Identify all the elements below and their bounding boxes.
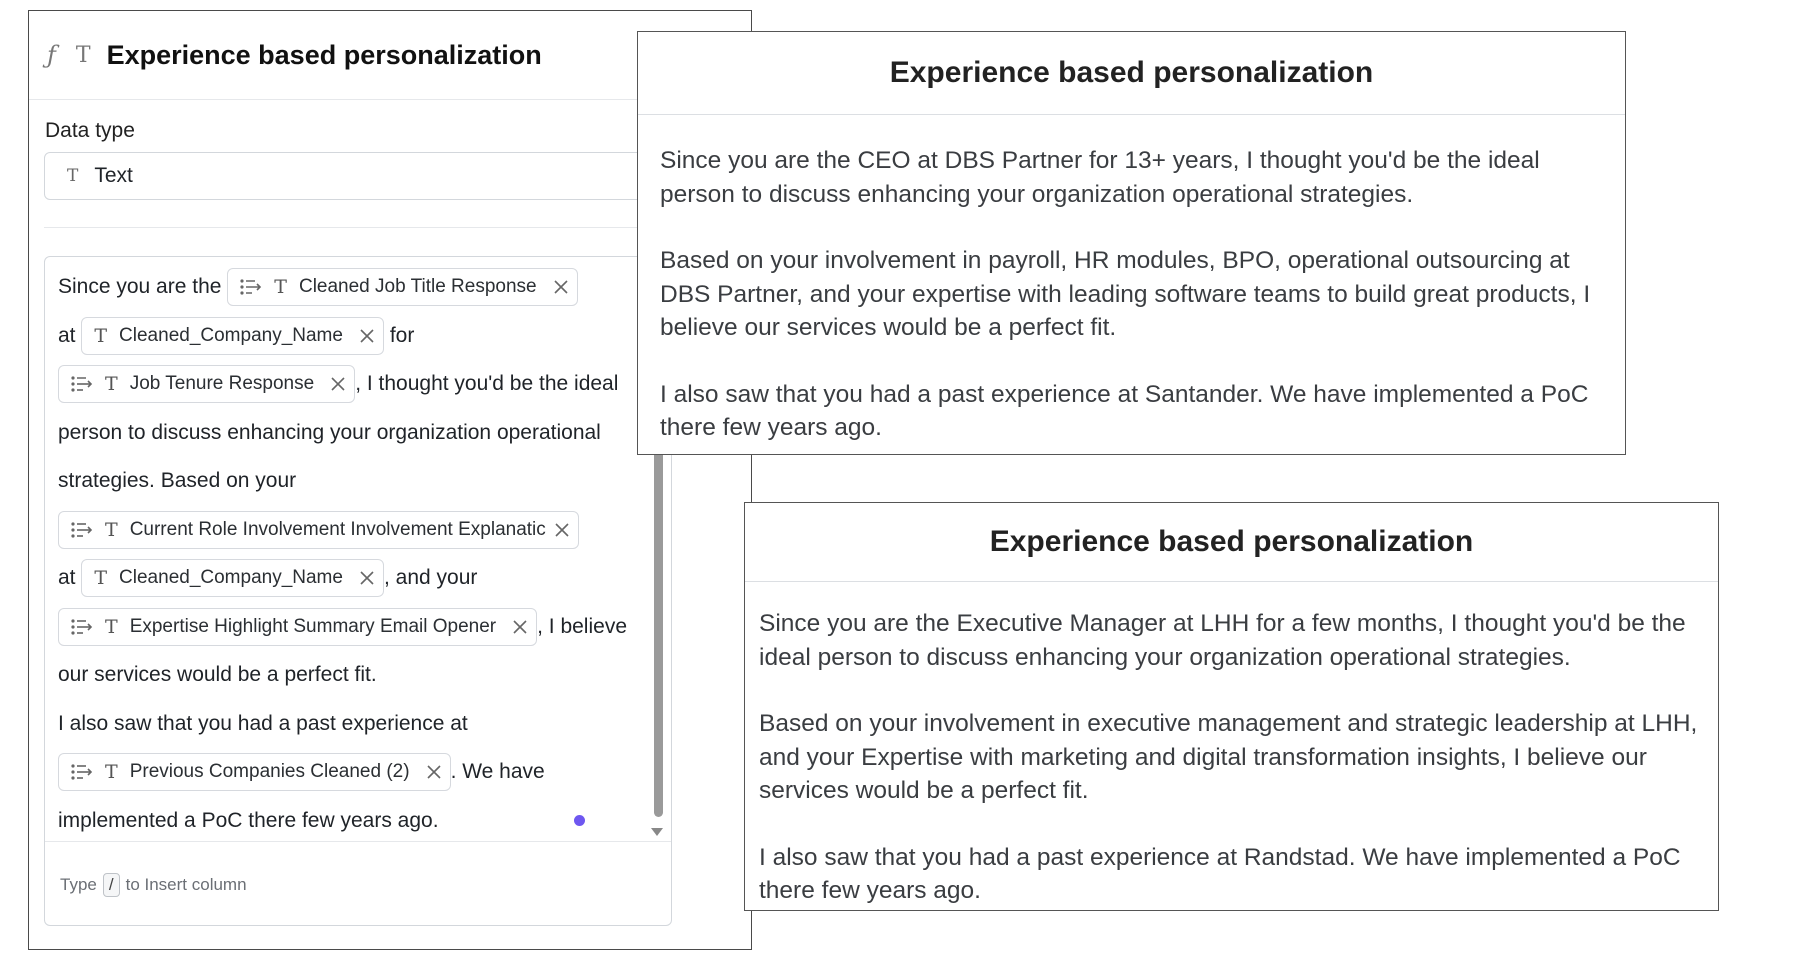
close-icon[interactable] bbox=[359, 570, 375, 586]
preview-body bbox=[759, 607, 1708, 941]
data-type-label: Data type bbox=[45, 119, 135, 142]
hint-suffix: to Insert column bbox=[125, 875, 247, 894]
list-arrow-icon bbox=[71, 763, 95, 781]
text-type-icon: T bbox=[105, 615, 118, 638]
editor-footer-hint bbox=[45, 841, 672, 926]
preview-paragraph: I also saw that you had a past experience at Randstad. We have implemented a PoC there few years ago. bbox=[759, 843, 1681, 904]
preview-paragraph: I also saw that you had a past experience at Santander. We have implemented a PoC there few years ago. bbox=[660, 380, 1589, 441]
column-chip[interactable] bbox=[227, 268, 577, 306]
chip-label: Cleaned_Company_Name bbox=[119, 324, 343, 346]
text-type-icon: T bbox=[274, 276, 287, 299]
formula-icon: ƒ bbox=[47, 41, 56, 69]
preview-paragraph: Based on your involvement in payroll, HR modules, BPO, operational outsourcing at DBS Partner, and your expertise with leading software teams to build great products, I believe our services would be a perfect fit. bbox=[660, 247, 1591, 341]
template-text: at bbox=[58, 566, 76, 589]
scrollbar-thumb[interactable] bbox=[654, 447, 663, 817]
template-text: for bbox=[389, 323, 415, 347]
template-text: . We have implemented a PoC there few years ago. bbox=[58, 760, 545, 832]
list-arrow-icon bbox=[71, 375, 95, 393]
preview-card-2 bbox=[744, 502, 1719, 911]
column-chip[interactable] bbox=[58, 511, 579, 549]
list-arrow-icon bbox=[71, 521, 95, 539]
list-arrow-icon bbox=[240, 278, 264, 296]
list-arrow-icon bbox=[71, 618, 95, 636]
text-type-icon: T bbox=[94, 324, 108, 347]
text-type-icon: T bbox=[75, 42, 91, 68]
preview-title: Experience based personalization bbox=[638, 32, 1625, 115]
column-chip[interactable] bbox=[58, 608, 537, 646]
close-icon[interactable] bbox=[426, 764, 442, 780]
close-icon[interactable] bbox=[359, 328, 375, 344]
slash-key: / bbox=[103, 873, 120, 897]
preview-paragraph: Since you are the CEO at DBS Partner for 13+ years, I thought you'd be the ideal person to discuss enhancing your organization operational strategies. bbox=[660, 147, 1540, 208]
close-icon[interactable] bbox=[512, 619, 528, 635]
template-text: Since you are the bbox=[58, 275, 222, 298]
template-text: , and your bbox=[383, 566, 478, 589]
text-type-icon: T bbox=[67, 166, 79, 186]
template-text: I also saw that you had a past experience at bbox=[58, 711, 468, 735]
close-icon[interactable] bbox=[330, 376, 346, 392]
preview-title: Experience based personalization bbox=[745, 503, 1718, 582]
chip-label: Cleaned_Company_Name bbox=[119, 567, 343, 589]
column-chip[interactable] bbox=[81, 559, 384, 597]
preview-card-1 bbox=[637, 31, 1626, 455]
chevron-down-icon[interactable] bbox=[650, 827, 664, 837]
column-chip[interactable] bbox=[58, 753, 451, 791]
hint-prefix: Type bbox=[60, 875, 97, 894]
text-type-icon: T bbox=[105, 761, 118, 784]
template-text-editor[interactable] bbox=[44, 256, 672, 926]
divider bbox=[44, 227, 724, 228]
template-text: at bbox=[58, 323, 76, 347]
editor-title: Experience based personalization bbox=[106, 39, 542, 70]
data-type-select[interactable] bbox=[44, 152, 724, 200]
preview-body bbox=[660, 144, 1615, 478]
template-text: , I believe our services would be a perfect fit. bbox=[58, 614, 627, 686]
template-text: , I thought you'd be the ideal person to discuss enhancing your organization operational strategies. Based on your bbox=[58, 372, 619, 492]
column-chip[interactable] bbox=[58, 365, 355, 403]
template-content[interactable] bbox=[45, 257, 645, 841]
chip-label: Current Role Involvement Involvement Explanatic bbox=[129, 518, 546, 540]
chip-label: Expertise Highlight Summary Email Opener bbox=[129, 615, 497, 637]
chip-label: Cleaned Job Title Response bbox=[298, 276, 537, 298]
text-type-icon: T bbox=[105, 518, 118, 541]
text-type-icon: T bbox=[94, 567, 108, 590]
text-type-icon: T bbox=[105, 373, 118, 396]
close-icon[interactable] bbox=[554, 522, 570, 538]
preview-paragraph: Based on your involvement in executive management and strategic leadership at LHH, and your Expertise with marketing and digital transformation insights, I believe our services would be a perfect fit. bbox=[759, 710, 1698, 804]
data-type-value: Text bbox=[94, 164, 133, 187]
column-chip[interactable] bbox=[81, 317, 384, 355]
chip-label: Job Tenure Response bbox=[129, 373, 315, 395]
status-dot bbox=[574, 815, 585, 826]
chip-label: Previous Companies Cleaned (2) bbox=[129, 761, 410, 783]
close-icon[interactable] bbox=[553, 279, 569, 295]
preview-paragraph: Since you are the Executive Manager at LHH for a few months, I thought you'd be the ideal person to discuss enhancing your organization operational strategies. bbox=[759, 610, 1686, 671]
